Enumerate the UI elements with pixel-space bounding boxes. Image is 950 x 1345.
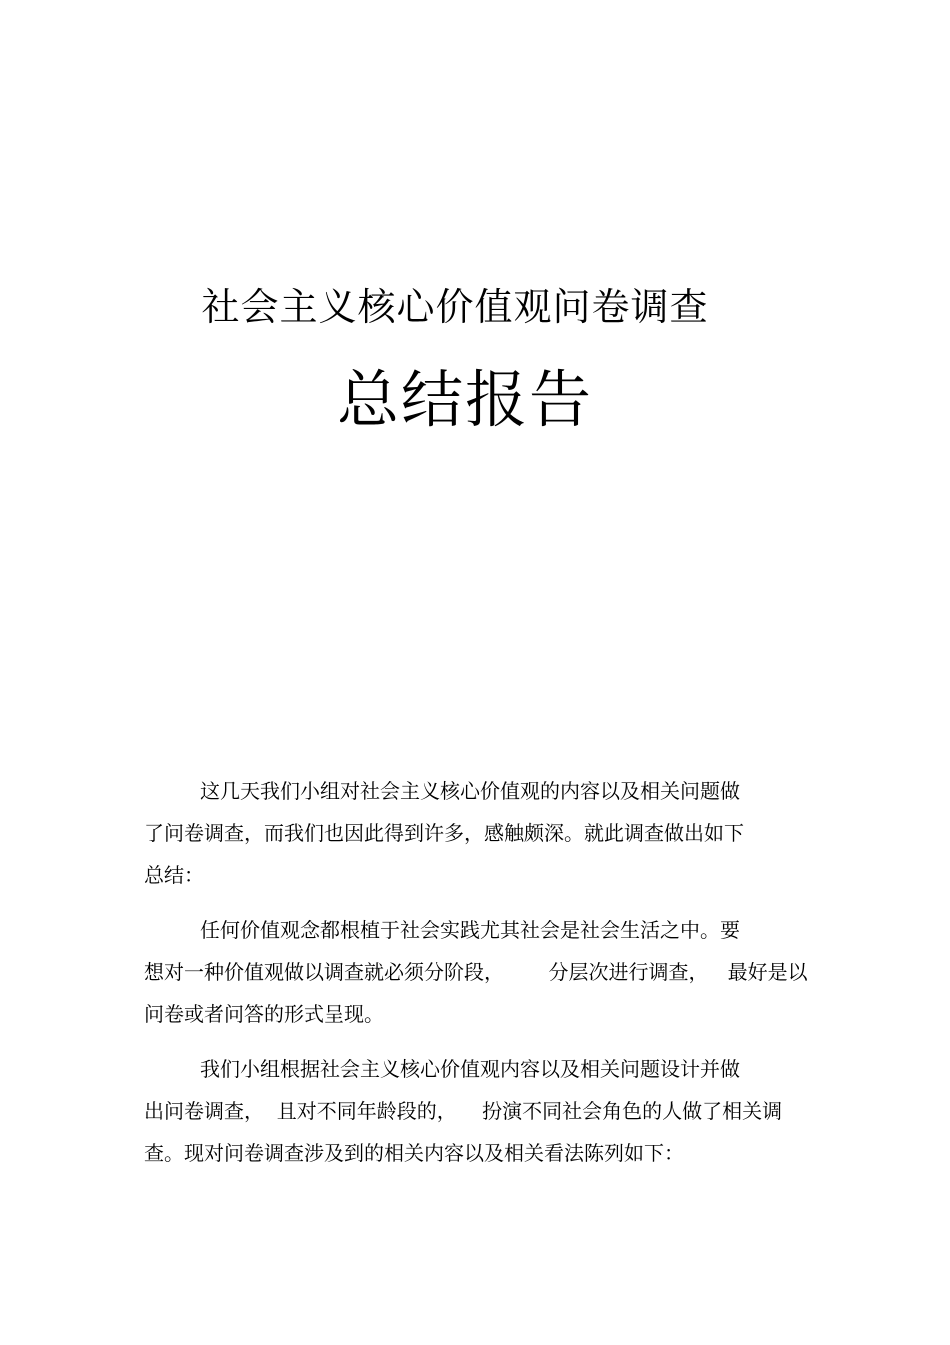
report-title-line2: 总结报告: [336, 363, 593, 436]
paragraph-line: 问卷或者问答的形式呈现。: [144, 1002, 384, 1026]
report-body: [144, 770, 814, 1174]
paragraph-line: 想对一种价值观做以调查就必须分阶段， 分层次进行调查， 最好是以: [144, 960, 808, 984]
paragraph-2: [144, 909, 814, 1035]
paragraph-line: 我们小组根据社会主义核心价值观内容以及相关问题设计并做: [200, 1057, 740, 1081]
report-title-line1: 社会主义核心价值观问卷调查: [201, 285, 709, 329]
paragraph-3: [144, 1048, 814, 1174]
paragraph-line: 任何价值观念都根植于社会实践尤其社会是社会生活之中。要: [200, 918, 740, 942]
paragraph-line: 出问卷调查， 且对不同年龄段的， 扮演不同社会角色的人做了相关调: [144, 1099, 783, 1123]
paragraph-line: 总结：: [144, 863, 204, 887]
paragraph-1: [144, 770, 814, 896]
paragraph-line: 查。现对问卷调查涉及到的相关内容以及相关看法陈列如下：: [144, 1141, 684, 1165]
paragraph-line: 了问卷调查，而我们也因此得到许多，感触颇深。就此调查做出如下: [144, 821, 744, 845]
paragraph-line: 这几天我们小组对社会主义核心价值观的内容以及相关问题做: [200, 779, 740, 803]
